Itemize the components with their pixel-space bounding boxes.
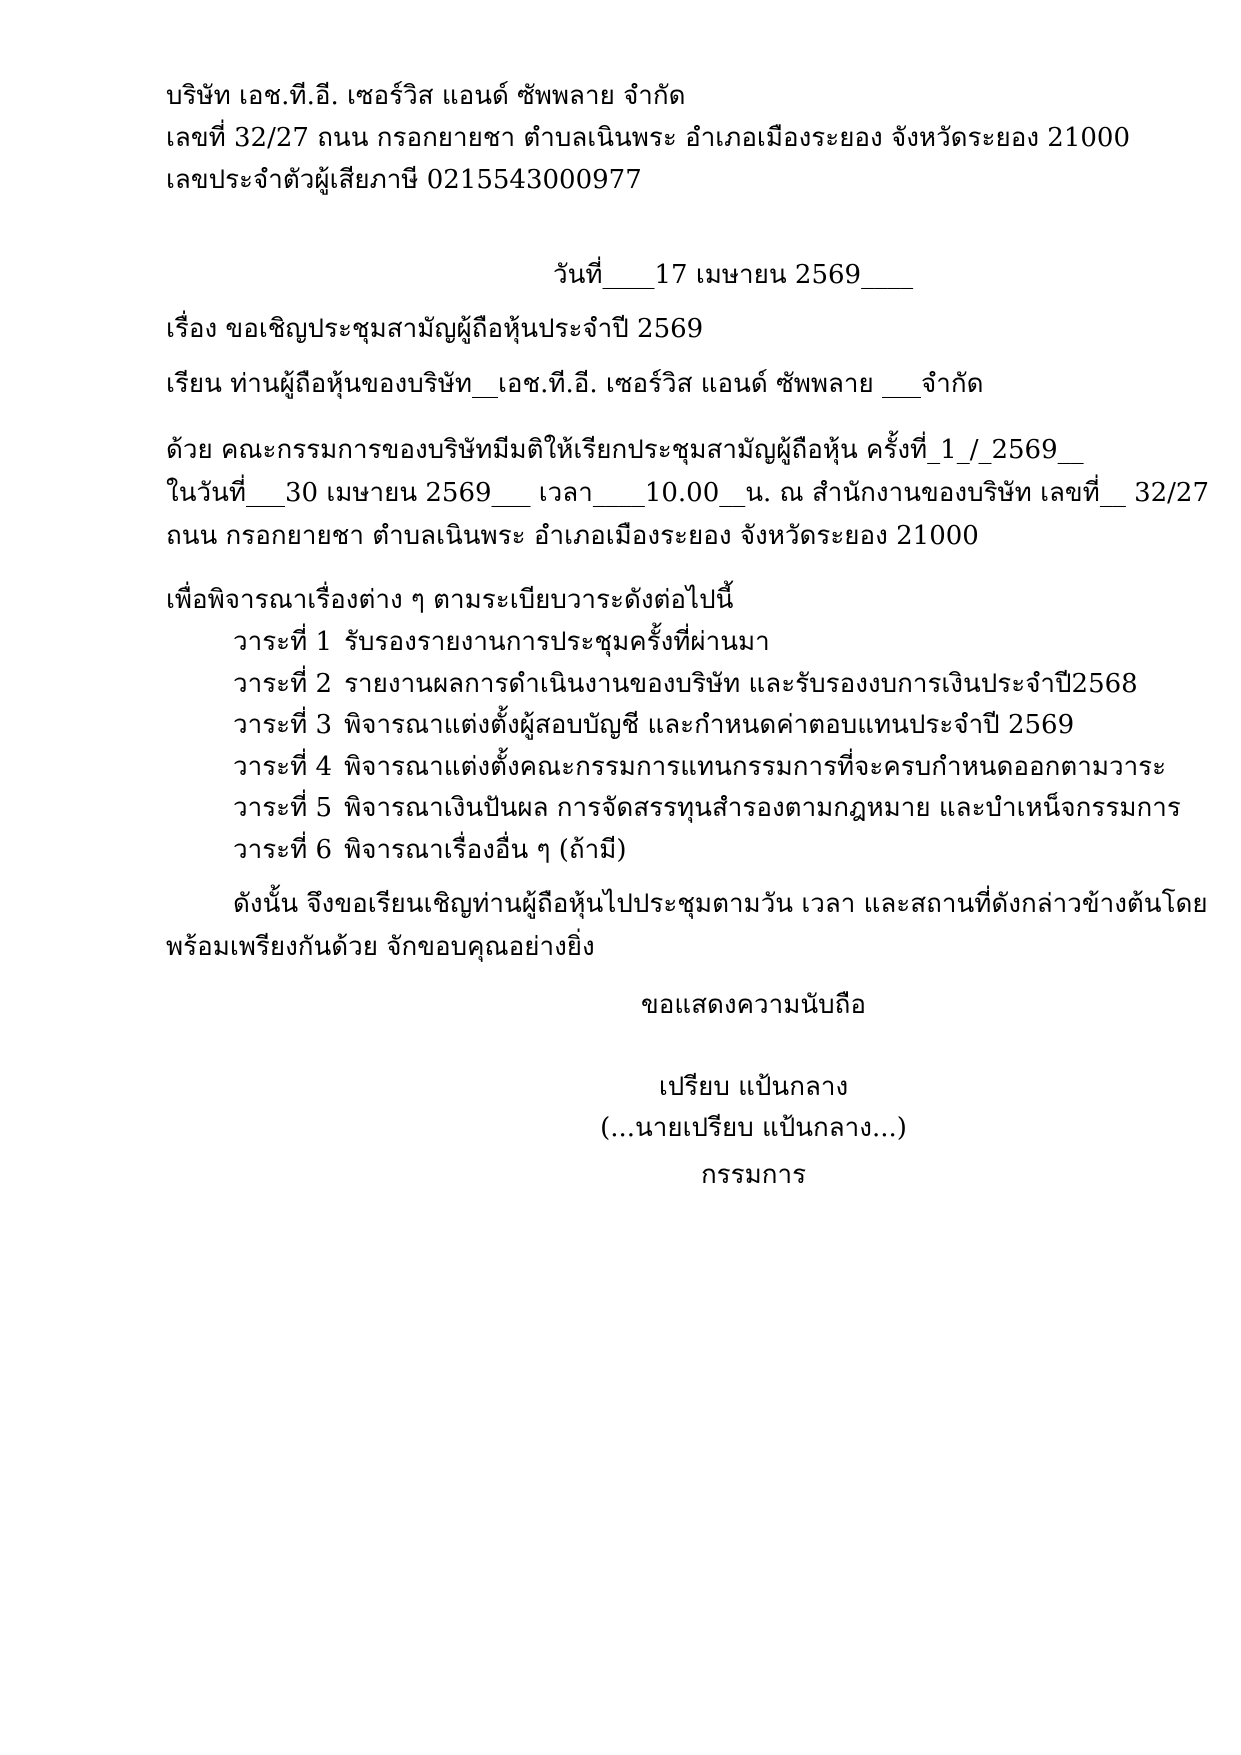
company-address: เลขที่ 32/27 ถนน กรอกยายชา ตำบลเนินพระ อำเภอเมืองระยอง จังหวัดระยอง 21000 [166,123,1131,153]
letter-content [166,75,1210,1197]
signature-block [496,984,1011,1197]
agenda-item-text: รับรองรายงานการประชุมครั้งที่ผ่านมา [344,627,770,657]
closing-paragraph [166,883,1208,969]
agenda-item-label: วาระที่ 3 [233,710,333,740]
date-line: วันที่____17 เมษายน 2569____ [553,260,914,290]
agenda-item-1 [233,622,1131,664]
agenda-item-text: พิจารณาเงินปันผล การจัดสรรทุนสำรองตามกฎหมาย และบำเหน็จกรรมการ [344,793,1181,823]
company-name: บริษัท เอช.ที.อี. เซอร์วิส แอนด์ ซัพพลาย จำกัด [166,81,686,111]
signer-name-parenthetical: (...นายเปรียบ แป้นกลาง...) [600,1113,907,1143]
agenda-item-2 [233,664,1138,706]
closing-line-2: พร้อมเพรียงกันด้วย จักขอบคุณอย่างยิ่ง [166,932,595,962]
salutation-line: เรียน ท่านผู้ถือหุ้นของบริษัท__เอช.ที.อี. เซอร์วิส แอนด์ ซัพพลาย ___จำกัด [166,369,984,399]
agenda-item-label: วาระที่ 5 [233,793,333,823]
agenda-item-text: พิจารณาเรื่องอื่น ๆ (ถ้ามี) [344,834,627,865]
closing-line-1: ดังนั้น จึงขอเรียนเชิญท่านผู้ถือหุ้นไปประชุมตามวัน เวลา และสถานที่ดังกล่าวข้างต้นโดย [233,889,1208,919]
agenda-item-label: วาระที่ 4 [233,751,333,782]
subject-line: เรื่อง ขอเชิญประชุมสามัญผู้ถือหุ้นประจำปี 2569 [166,314,704,344]
agenda-item-5 [233,788,1181,830]
letterhead [166,75,1131,201]
agenda-list [166,622,1181,871]
agenda-item-label: วาระที่ 6 [233,834,333,865]
body-line-3: ถนน กรอกยายชา ตำบลเนินพระ อำเภอเมืองระยอง จังหวัดระยอง 21000 [166,521,979,551]
signer-name: เปรียบ แป้นกลาง [658,1072,849,1102]
signer-title: กรรมการ [700,1160,807,1190]
body-line-2: ในวันที่___30 เมษายน 2569___ เวลา____10.00__น. ณ สำนักงานของบริษัท เลขที่__ 32/27 [166,478,1210,508]
body-line-1: ด้วย คณะกรรมการของบริษัทมีมติให้เรียกประชุมสามัญผู้ถือหุ้น ครั้งที่_1_/_2569__ [166,435,1084,465]
body-paragraph [166,429,1210,558]
agenda-item-3 [233,705,1131,747]
agenda-item-6 [233,830,1131,872]
respect-line: ขอแสดงความนับถือ [641,990,866,1020]
tax-id-line: เลขประจำตัวผู้เสียภาษี 0215543000977 [166,165,642,195]
agenda-item-text: พิจารณาแต่งตั้งคณะกรรมการแทนกรรมการที่จะครบกำหนดออกตามวาระ [344,751,1167,782]
agenda-item-text: รายงานผลการดำเนินงานของบริษัท และรับรองงบการเงินประจำปี2568 [344,668,1138,699]
agenda-item-label: วาระที่ 2 [233,668,333,699]
agenda-item-4 [233,747,1167,789]
agenda-intro: เพื่อพิจารณาเรื่องต่าง ๆ ตามระเบียบวาระดังต่อไปนี้ [166,585,734,615]
agenda-item-text: พิจารณาแต่งตั้งผู้สอบบัญชี และกำหนดค่าตอบแทนประจำปี 2569 [344,710,1075,740]
agenda-item-label: วาระที่ 1 [233,627,333,657]
